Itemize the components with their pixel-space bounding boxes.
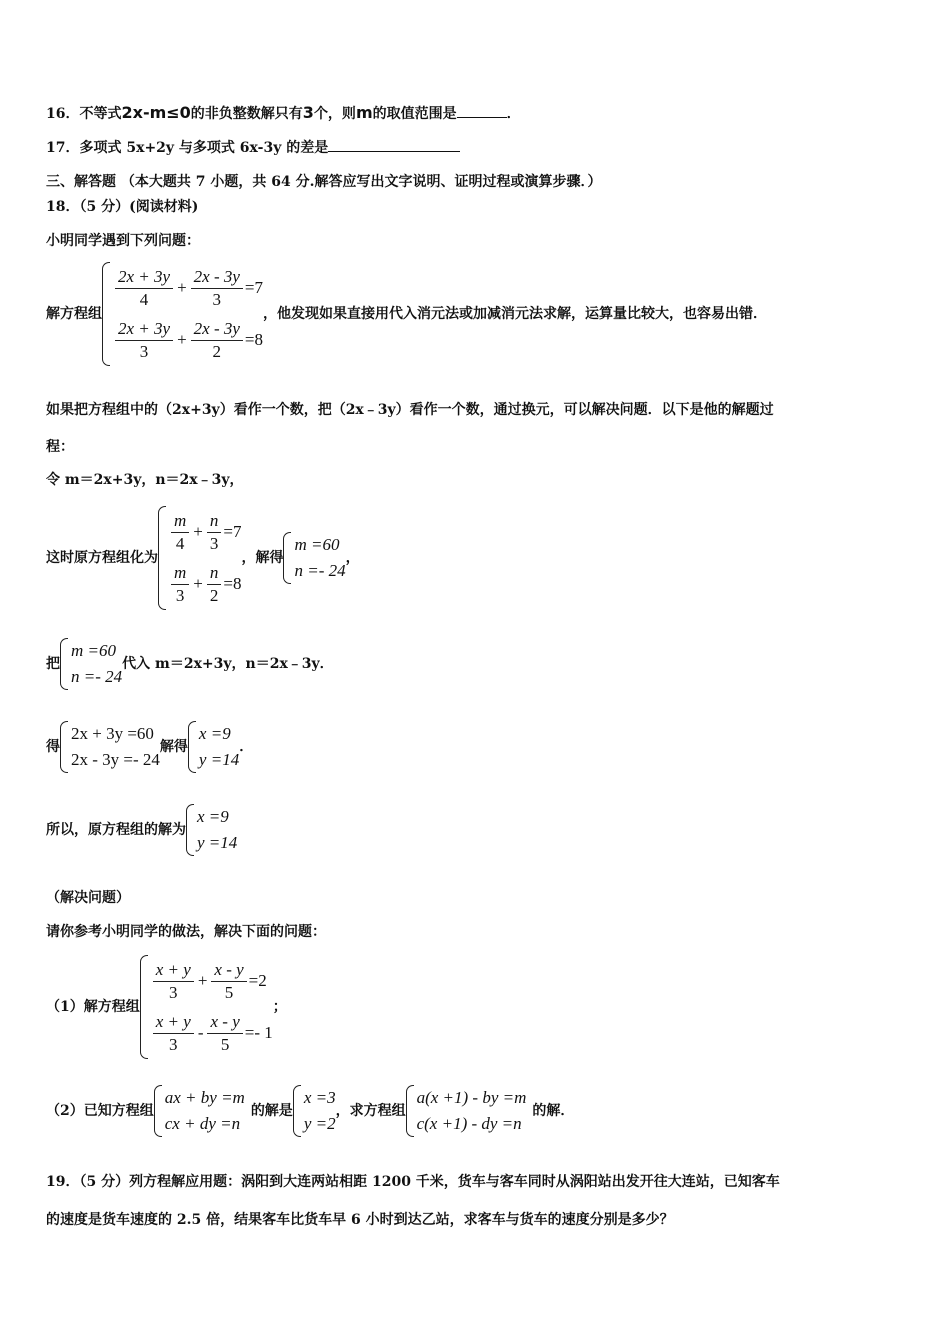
eq-rhs: =8	[223, 574, 242, 593]
part2-y: y =2	[303, 1114, 336, 1133]
frac-denominator: 5	[220, 1034, 230, 1054]
q18-get-line	[46, 721, 253, 773]
q18-part2-system	[154, 1085, 245, 1137]
q18-so: 所以，原方程组的解为	[46, 822, 186, 838]
n-solution: n =- 24	[71, 667, 123, 686]
linear-eq-1: 2x + 3y =60	[71, 724, 154, 743]
part1-eq1	[151, 955, 273, 1007]
brace-icon	[158, 506, 166, 610]
frac-numerator: 2x + 3y	[115, 266, 173, 289]
q18-part1-line	[46, 955, 287, 1059]
q17-answer-blank[interactable]	[328, 151, 460, 152]
semicolon: ；	[272, 999, 287, 1015]
frac-numerator: x + y	[153, 1011, 194, 1034]
q19-line2: 的速度是货车速度的 2.5 倍，结果客车比货车早 6 小时到达乙站，求客车与货车的速度分别是多少？	[46, 1212, 674, 1228]
frac-numerator: 2x + 3y	[115, 318, 173, 341]
q18-part2-find: ，求方程组	[335, 1103, 406, 1119]
q18-part2-line	[46, 1085, 574, 1137]
eq-rhs: =7	[244, 278, 264, 297]
q16-variable: m	[355, 103, 373, 122]
frac-denominator: 3	[209, 533, 219, 553]
q16-text-1: 不等式	[79, 106, 122, 122]
q18-solve-label: 解方程组	[46, 306, 102, 322]
x-solution: x =9	[198, 724, 231, 743]
q18-solved2-label: 解得	[159, 739, 188, 755]
q18-xy-solution	[188, 721, 239, 773]
q18-part1-label: （1）解方程组	[46, 999, 140, 1015]
frac-numerator: x + y	[153, 959, 194, 982]
q18-put-line	[46, 638, 334, 690]
frac-denominator: 3	[169, 982, 178, 1002]
frac-denominator: 5	[224, 982, 234, 1002]
q18-part2-target-system	[406, 1085, 527, 1137]
brace-icon	[140, 955, 148, 1059]
frac-numerator: n	[207, 562, 222, 585]
q18-part2-end: 的解．	[532, 1103, 575, 1119]
q18-so-line	[46, 804, 237, 856]
q18-eq2: $\frac{2x + 3y}{3}$ + $\frac{2x - 3y}{2}$ =8	[113, 314, 263, 366]
q18-sub-eq2: $\frac{m}{3}$ + $\frac{n}{2}$ =8	[169, 558, 241, 610]
q19-line1: 19．（5 分）列方程解应用题：涡阳到大连两站相距 1200 千米，货车与客车同时从涡阳站出发开往大连站，已知客车	[46, 1174, 780, 1190]
q18-part2-solution	[293, 1085, 336, 1137]
q18-after-system: ，他发现如果直接用代入消元法或加减消元法求解，运算量比较大，也容易出错．	[263, 306, 768, 322]
m-solution: m =60	[294, 535, 340, 554]
q18-solved-label: ，解得	[241, 550, 284, 566]
q18-eq1: $\frac{2x + 3y}{4}$ + $\frac{2x - 3y}{3}$ =7	[113, 262, 263, 314]
q18-substituted-line	[46, 506, 360, 610]
brace-icon	[293, 1085, 301, 1137]
period: ．	[239, 739, 254, 755]
n-solution: n =- 24	[294, 561, 346, 580]
frac-denominator: 2	[209, 585, 219, 605]
section-3-heading: 三、解答题 （本大题共 7 小题，共 64 分.解答应写出文字说明、证明过程或演算步骤．）	[46, 174, 602, 190]
q18-original-system-line	[46, 262, 767, 366]
q16-answer-blank[interactable]	[457, 117, 507, 118]
eq-rhs: =- 1	[244, 1023, 273, 1042]
q16-text-3: 个，则	[313, 106, 356, 122]
eq-rhs: =2	[248, 971, 267, 990]
q18-original-system	[102, 262, 263, 366]
y-solution: y =14	[197, 833, 238, 852]
part2-eq1: ax + by =m	[164, 1088, 245, 1107]
q18-mn-solution	[283, 532, 345, 584]
q16-number: 16．	[46, 106, 80, 122]
q16-inequality: 2x-m≤0	[121, 103, 191, 122]
q16-count: 3	[302, 103, 314, 122]
part2-target-eq2: c(x +1) - dy =n	[416, 1114, 522, 1133]
brace-icon	[60, 638, 68, 690]
q18-heading: 18．（5 分）(阅读材料)	[46, 199, 199, 215]
q18-intro: 小明同学遇到下列问题：	[46, 233, 200, 249]
frac-numerator: 2x - 3y	[191, 318, 243, 341]
q17-number: 17．	[46, 140, 80, 156]
q18-mn-system	[60, 638, 122, 690]
q18-part1-system	[140, 955, 273, 1059]
y-solution: y =14	[198, 750, 240, 769]
q18-substituted-system	[158, 506, 241, 610]
frac-denominator: 4	[139, 289, 149, 309]
q18-put: 把	[46, 656, 60, 672]
q18-solve-problem: （解决问题）	[46, 890, 130, 906]
frac-numerator: m	[171, 562, 189, 585]
brace-icon	[283, 532, 291, 584]
operator: +	[197, 971, 208, 990]
eq-rhs: =7	[223, 522, 242, 541]
brace-icon	[60, 721, 68, 773]
brace-icon	[188, 721, 196, 773]
q16-text-4: 的取值范围是	[372, 106, 457, 122]
linear-eq-2: 2x - 3y =- 24	[71, 750, 160, 769]
q18-let: 令 m＝2x+3y，n＝2x﹣3y，	[46, 472, 244, 488]
operator: -	[197, 1023, 204, 1042]
question-16	[46, 103, 521, 124]
brace-icon	[406, 1085, 414, 1137]
q16-end: ．	[506, 106, 521, 122]
q18-para1: 如果把方程组中的（2x+3y）看作一个数，把（2x﹣3y）看作一个数，通过换元，可以解决问题．以下是他的解题过	[46, 402, 774, 418]
frac-denominator: 3	[169, 1034, 178, 1054]
part2-eq2: cx + dy =n	[164, 1114, 241, 1133]
q18-sub-eq1: $\frac{m}{4}$ + $\frac{n}{3}$ =7	[169, 506, 241, 558]
q18-substitute: 代入 m＝2x+3y，n＝2x﹣3y．	[122, 656, 334, 672]
q18-para1b: 程：	[46, 439, 74, 455]
frac-numerator: m	[171, 510, 189, 533]
frac-denominator: 4	[175, 533, 185, 553]
frac-numerator: x - y	[211, 959, 246, 982]
frac-denominator: 3	[175, 585, 185, 605]
q18-linear-system	[60, 721, 160, 773]
frac-denominator: 2	[212, 341, 222, 361]
brace-icon	[154, 1085, 162, 1137]
frac-numerator: n	[207, 510, 222, 533]
part1-eq2	[151, 1007, 273, 1059]
q18-becomes: 这时原方程组化为	[46, 550, 158, 566]
frac-denominator: 3	[139, 341, 149, 361]
m-solution: m =60	[71, 641, 116, 660]
comma: ，	[345, 550, 360, 566]
frac-numerator: x - y	[207, 1011, 242, 1034]
q16-text-2: 的非负整数解只有	[190, 106, 303, 122]
q18-part2-sol-is: 的解是	[250, 1103, 293, 1119]
q17-text: 多项式 5x+2y 与多项式 6x-3y 的差是	[79, 140, 329, 156]
frac-numerator: 2x - 3y	[191, 266, 243, 289]
q18-final-solution	[186, 804, 237, 856]
part2-target-eq1: a(x +1) - by =m	[416, 1088, 527, 1107]
q18-part2-label: （2）已知方程组	[46, 1103, 154, 1119]
question-17	[46, 138, 460, 158]
x-solution: x =9	[197, 807, 229, 826]
brace-icon	[186, 804, 194, 856]
brace-icon	[102, 262, 110, 366]
eq-rhs: =8	[244, 330, 264, 349]
q18-please: 请你参考小明同学的做法，解决下面的问题：	[46, 924, 326, 940]
q18-get: 得	[46, 739, 60, 755]
frac-denominator: 3	[212, 289, 222, 309]
part2-x: x =3	[303, 1088, 336, 1107]
